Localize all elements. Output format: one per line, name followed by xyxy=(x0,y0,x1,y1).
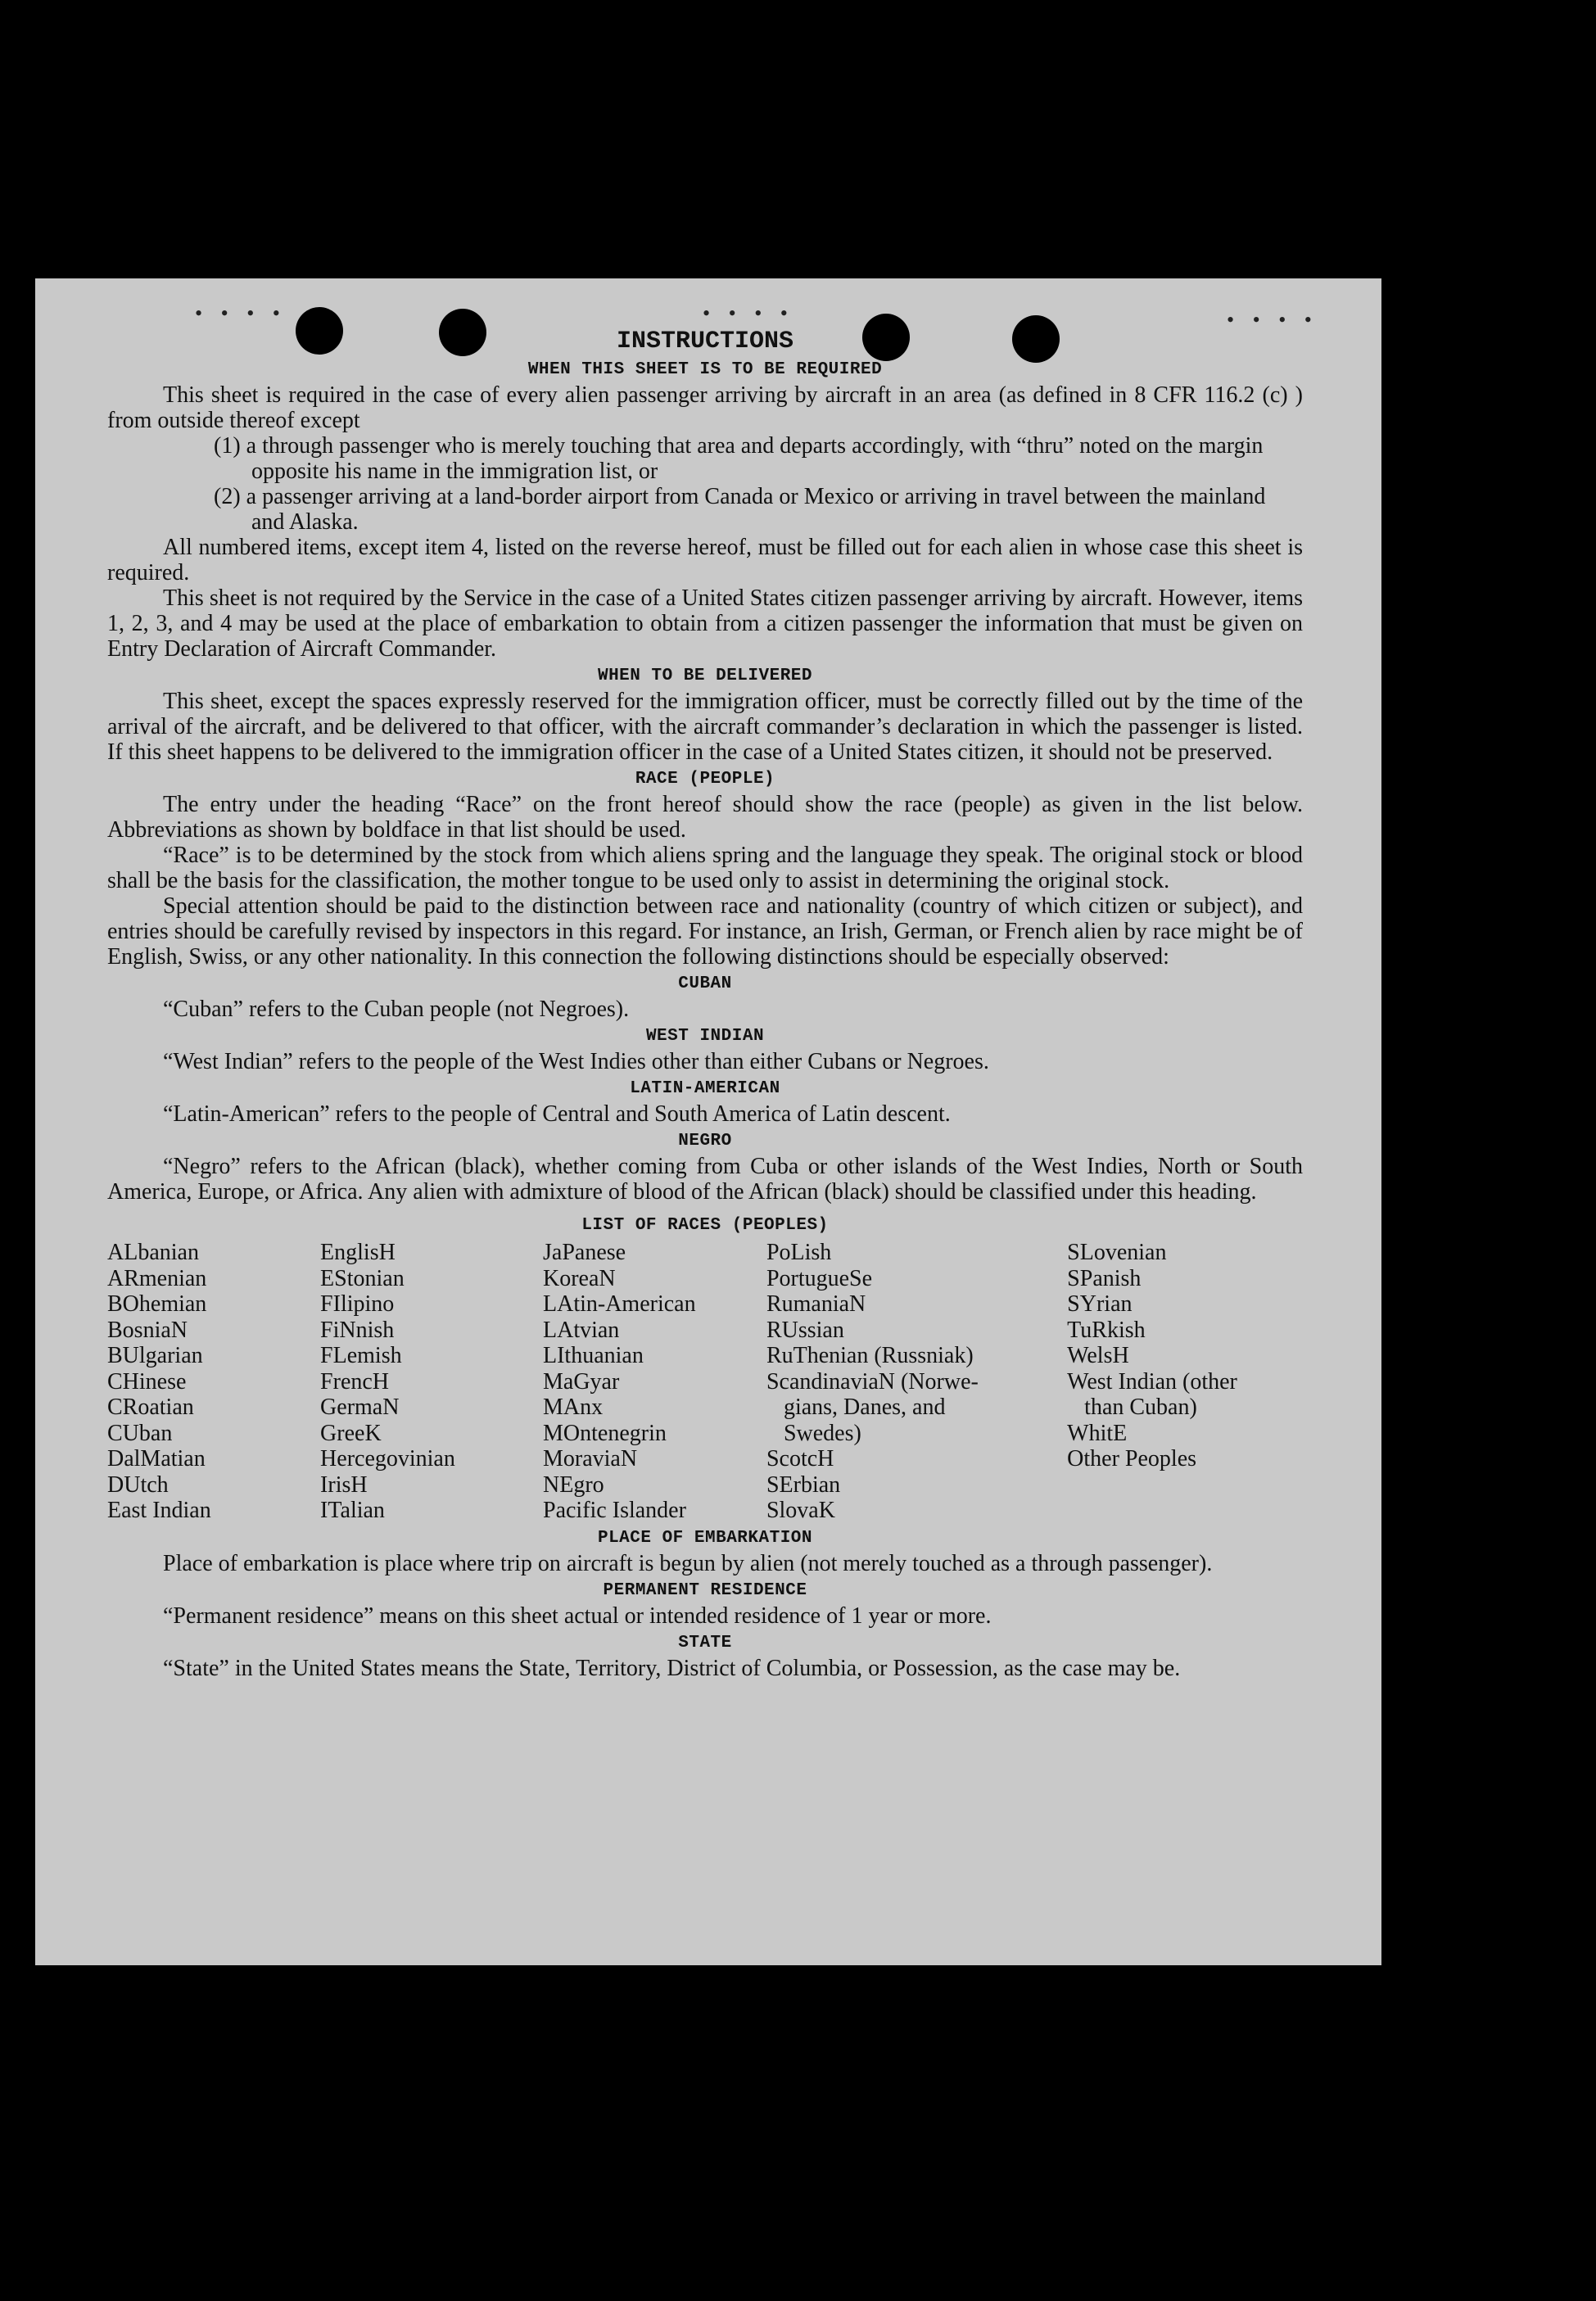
race-list-item: FiNnish xyxy=(320,1317,395,1343)
race-list-item: CUban xyxy=(107,1420,173,1446)
race-list-item: SErbian xyxy=(766,1471,841,1498)
race-list-item: gians, Danes, and xyxy=(766,1395,946,1420)
race-list-item: RumaniaN xyxy=(766,1291,866,1317)
heading-list-of-races: LIST OF RACES (PEOPLES) xyxy=(581,1216,829,1235)
heading-embarkation: PLACE OF EMBARKATION xyxy=(597,1528,813,1548)
race-list-item: TuRkish xyxy=(1067,1317,1146,1343)
race-list-item: BUlgarian xyxy=(107,1343,203,1368)
when-delivered-text: This sheet, except the spaces expressly reserved for the immigration officer, must be correctly filled out by the time of the arrival of the aircraft, and be delivered to that officer, with the aircraft commander’s declaration in which the passenger is listed. If this sheet happens to be delivered to the immigration officer in the case of a United States citizen, it should not be preserved. xyxy=(107,689,1303,765)
race-list-item: West Indian (other xyxy=(1067,1368,1237,1395)
race-list-item: PoLish xyxy=(766,1240,832,1265)
race-list-item: GermaN xyxy=(320,1395,400,1420)
race-list-item: DUtch xyxy=(107,1471,169,1498)
race-list-item: LAtin-American xyxy=(543,1291,696,1317)
punch-hole xyxy=(439,309,486,356)
negro-text: “Negro” refers to the African (black), whether coming from Cuba or other islands of the West Indies, North or South America, Europe, or Africa. Any alien with admixture of blood of the African (black) should be classified under this heading. xyxy=(107,1154,1303,1205)
state-text: “State” in the United States means the State, Territory, District of Columbia, or Possession, as the case may be. xyxy=(163,1655,1181,1681)
perforation-dots: • • • • xyxy=(703,301,794,325)
race-list-item: NEgro xyxy=(543,1471,604,1498)
heading-negro: NEGRO xyxy=(678,1132,732,1150)
perforation-dots: • • • • xyxy=(195,301,287,325)
race-list-item: SlovaK xyxy=(766,1498,835,1523)
race-list-item: FIlipino xyxy=(320,1291,395,1317)
race-column-1 xyxy=(107,1240,320,1524)
race-list-item: IrisH xyxy=(320,1471,368,1498)
latin-american-text: “Latin-American” refers to the people of Central and South America of Latin descent. xyxy=(163,1101,951,1127)
citizen-paragraph: This sheet is not required by the Service in the case of a United States citizen passenger arriving by aircraft. However, items 1, 2, 3, and 4 may be used at the place of embarkation to obtain from a citizen passenger the information that must be given on Entry Declaration of Aircraft Commander. xyxy=(107,585,1303,662)
cuban-text: “Cuban” refers to the Cuban people (not Negroes). xyxy=(163,997,630,1022)
race-paragraph-1: The entry under the heading “Race” on the front hereof should show the race (people) as given in the list below. Abbreviations as shown by boldface in that list should be used. xyxy=(107,792,1303,843)
heading-permanent-residence: PERMANENT RESIDENCE xyxy=(603,1580,807,1600)
race-column-2 xyxy=(320,1240,543,1524)
race-list-item: CRoatian xyxy=(107,1395,194,1420)
exception-item-2: (2) a passenger arriving at a land-border airport from Canada or Mexico or arriving in travel between the mainland and Alaska. xyxy=(214,484,1266,535)
race-list-item: MAnx xyxy=(543,1395,604,1420)
race-list-item: Other Peoples xyxy=(1067,1446,1197,1471)
heading-race: RACE (PEOPLE) xyxy=(635,770,775,789)
heading-west-indian: WEST INDIAN xyxy=(645,1027,765,1046)
race-list-item: WelsH xyxy=(1067,1343,1129,1368)
heading-latin-american: LATIN-AMERICAN xyxy=(630,1079,780,1098)
race-list-item: CHinese xyxy=(107,1368,187,1395)
race-list-item: SYrian xyxy=(1067,1291,1133,1317)
race-list-item: FrencH xyxy=(320,1368,390,1395)
race-list-item: WhitE xyxy=(1067,1420,1128,1446)
punch-hole xyxy=(296,307,343,355)
race-list-item: BOhemian xyxy=(107,1291,207,1317)
race-list-item: LIthuanian xyxy=(543,1343,644,1368)
when-required-intro: This sheet is required in the case of every alien passenger arriving by aircraft in an area (as defined in 8 CFR 116.2 (c) ) from outside thereof except xyxy=(107,382,1303,433)
race-list-item: FLemish xyxy=(320,1343,402,1368)
heading-state: STATE xyxy=(678,1633,732,1652)
race-list-item: Hercegovinian xyxy=(320,1446,455,1471)
race-list-item: MaGyar xyxy=(543,1368,620,1395)
race-list-item: DalMatian xyxy=(107,1446,206,1471)
race-list-item: ScotcH xyxy=(766,1446,834,1471)
exception-item-1: (1) a through passenger who is merely touching that area and departs accordingly, with “thru” noted on the margin opposite his name in the immigration list, or xyxy=(214,433,1264,484)
punch-hole xyxy=(1012,315,1060,363)
race-list-item: LAtvian xyxy=(543,1317,620,1343)
race-list-item: SPanish xyxy=(1067,1265,1142,1291)
race-list-item: ITalian xyxy=(320,1498,385,1523)
instruction-sheet xyxy=(35,278,1381,1965)
race-column-5 xyxy=(1067,1240,1303,1524)
residence-text: “Permanent residence” means on this sheet actual or intended residence of 1 year or more. xyxy=(163,1603,992,1629)
race-paragraph-2: “Race” is to be determined by the stock from which aliens spring and the language they speak. The original stock or blood shall be the basis for the classification, the mother tongue to be used only to assist in determining the original stock. xyxy=(107,843,1303,893)
heading-when-required: WHEN THIS SHEET IS TO BE REQUIRED xyxy=(527,360,883,379)
race-list-item: Pacific Islander xyxy=(543,1498,686,1523)
race-list xyxy=(107,1240,1303,1524)
race-list-item: ScandinaviaN (Norwe- xyxy=(766,1368,979,1395)
race-column-3 xyxy=(543,1240,766,1524)
perforation-dots: • • • • xyxy=(1227,308,1318,332)
race-list-item: ARmenian xyxy=(107,1265,207,1291)
page-title: INSTRUCTIONS xyxy=(616,328,794,355)
race-list-item: PortugueSe xyxy=(766,1265,873,1291)
embarkation-text: Place of embarkation is place where trip on aircraft is begun by alien (not merely touched as a through passenger). xyxy=(163,1550,1213,1576)
race-list-item: Swedes) xyxy=(766,1420,861,1446)
punch-hole xyxy=(862,314,910,361)
race-list-item: KoreaN xyxy=(543,1265,616,1291)
race-paragraph-3: Special attention should be paid to the distinction between race and nationality (country of which citizen or subject), and entries should be carefully revised by inspectors in this regard. For instance, an Irish, German, or French alien by race might be of English, Swiss, or any other nationality. In this connection the following distinctions should be especially observed: xyxy=(107,893,1303,970)
race-list-item: MoraviaN xyxy=(543,1446,638,1471)
race-list-item: ALbanian xyxy=(107,1240,199,1265)
race-list-item: GreeK xyxy=(320,1420,382,1446)
race-list-item: EnglisH xyxy=(320,1240,396,1265)
race-column-4 xyxy=(766,1240,1067,1524)
race-list-item: SLovenian xyxy=(1067,1240,1167,1265)
race-list-item: BosniaN xyxy=(107,1317,188,1343)
race-list-item: JaPanese xyxy=(543,1240,626,1265)
west-indian-text: “West Indian” refers to the people of the West Indies other than either Cubans or Negroes. xyxy=(163,1049,989,1074)
race-list-item: RuThenian (Russniak) xyxy=(766,1343,974,1368)
heading-cuban: CUBAN xyxy=(678,974,732,993)
race-list-item: RUssian xyxy=(766,1317,844,1343)
numbered-items-paragraph: All numbered items, except item 4, listed on the reverse hereof, must be filled out for each alien in whose case this sheet is required. xyxy=(107,535,1303,585)
race-list-item: East Indian xyxy=(107,1498,211,1523)
race-list-item: EStonian xyxy=(320,1265,405,1291)
race-list-item: MOntenegrin xyxy=(543,1420,667,1446)
heading-when-delivered: WHEN TO BE DELIVERED xyxy=(597,667,813,685)
race-list-item: than Cuban) xyxy=(1067,1395,1197,1420)
